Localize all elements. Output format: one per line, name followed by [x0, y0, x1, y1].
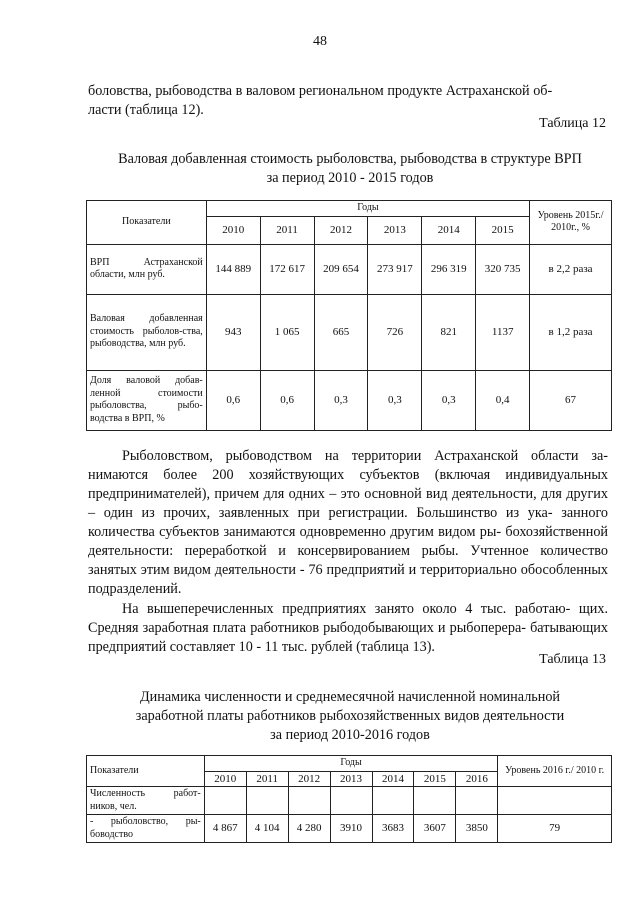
table12-year: 2014 — [422, 216, 476, 244]
table12-row-label: Валовая добавленная стоимость рыболов-ства, рыбоводства, млн руб. — [87, 294, 207, 370]
body-line: нимаются более 200 хозяйствующих субъектов (включая индивидуальных — [88, 467, 608, 483]
table12-level-cell: 67 — [530, 370, 612, 430]
table12-row-label: Доля валовой добав-ленной стоимости рыболовства, рыбо-водства в ВРП, % — [87, 370, 207, 430]
intro-line: ласти (таблица 12). — [88, 102, 204, 118]
table13-cell: 3683 — [372, 815, 414, 843]
table13-year: 2011 — [246, 771, 288, 787]
table12-year: 2015 — [476, 216, 530, 244]
table13-header-indicator: Показатели — [87, 756, 205, 787]
table13-row-label: Численность работ-ников, чел. — [87, 787, 205, 815]
table12-cell: 0,3 — [314, 370, 368, 430]
table13-cell: 3850 — [456, 815, 498, 843]
table12-header-level: Уровень 2015г./ 2010г., % — [530, 201, 612, 245]
table-row — [87, 244, 612, 294]
body-line: Рыболовством, рыбоводством на территории Астраханской области за- — [122, 448, 608, 464]
table13-cell: 3910 — [330, 815, 372, 843]
table12-year: 2012 — [314, 216, 368, 244]
table-row — [87, 787, 612, 815]
table12-level-cell: в 1,2 раза — [530, 294, 612, 370]
table12-year: 2011 — [260, 216, 314, 244]
table12-cell: 821 — [422, 294, 476, 370]
table12-row-label: ВРП Астраханской области, млн руб. — [87, 244, 207, 294]
table13-cell: 4 867 — [204, 815, 246, 843]
body-line: предпринимателей), причем для одних – это основной вид деятельности, для — [88, 486, 562, 502]
intro-line: боловства, рыбоводства в валовом региональном продукте Астраханской об- — [88, 83, 553, 99]
body-line: На вышеперечисленных предприятиях занято около 4 тыс. работаю- — [122, 601, 571, 617]
table12 — [86, 200, 612, 431]
table13-cell: 4 280 — [288, 815, 330, 843]
table12-title-line: Валовая добавленная стоимость рыболовства, рыбоводства в структуре ВРП — [118, 151, 582, 167]
table13-header-level: Уровень 2016 г./ 2010 г. — [498, 756, 612, 787]
table13-cell — [330, 787, 372, 815]
table13-cell — [204, 787, 246, 815]
table12-cell: 726 — [368, 294, 422, 370]
table12-cell: 144 889 — [206, 244, 260, 294]
table12-level-cell: в 2,2 раза — [530, 244, 612, 294]
body-line: Учтенное количество занятых этим видом деятельности - 76 предприятий и — [88, 543, 608, 578]
table12-year: 2010 — [206, 216, 260, 244]
body-paragraph — [88, 447, 608, 599]
table-row — [87, 294, 612, 370]
table13-cell — [246, 787, 288, 815]
table12-cell: 0,4 — [476, 370, 530, 430]
table13 — [86, 755, 612, 843]
table-row — [87, 815, 612, 843]
body-line: занного количества субъектов занимаются одновременно другим видом ры- — [88, 505, 609, 540]
table12-cell: 172 617 — [260, 244, 314, 294]
table12-cell: 0,6 — [260, 370, 314, 430]
body-line: других – один из прочих, заявленных при регистрации. Большинство из ука- — [88, 486, 608, 521]
table12-cell: 209 654 — [314, 244, 368, 294]
table12-cell: 0,3 — [368, 370, 422, 430]
table13-year: 2016 — [456, 771, 498, 787]
table13-title-line: за период 2010-2016 годов — [270, 727, 430, 743]
table13-year: 2014 — [372, 771, 414, 787]
table12-cell: 943 — [206, 294, 260, 370]
table12-header-indicator: Показатели — [87, 201, 207, 245]
table-row — [87, 370, 612, 430]
body-line: территориально обособленных подразделений. — [88, 562, 609, 597]
table13-cell: 4 104 — [246, 815, 288, 843]
table12-cell: 665 — [314, 294, 368, 370]
body-line: бохозяйственной деятельности: переработкой и консервированием рыбы. — [88, 524, 609, 559]
table13-level-cell: 79 — [498, 815, 612, 843]
table13-row-label: - рыболовство, ры-боводство — [87, 815, 205, 843]
table13-cell — [372, 787, 414, 815]
table13-label: Таблица 13 — [539, 652, 606, 667]
table13-title — [80, 688, 620, 745]
body-paragraph-2 — [88, 600, 608, 657]
table12-cell: 1 065 — [260, 294, 314, 370]
intro-paragraph — [88, 82, 608, 120]
table12-title — [80, 150, 620, 188]
table13-year: 2013 — [330, 771, 372, 787]
table13-cell — [414, 787, 456, 815]
page-number: 48 — [313, 34, 327, 49]
table13-cell — [456, 787, 498, 815]
table13-header-years: Годы — [204, 756, 498, 772]
table12-header-years: Годы — [206, 201, 529, 217]
table12-cell: 273 917 — [368, 244, 422, 294]
table12-cell: 0,3 — [422, 370, 476, 430]
table13-title-line: Динамика численности и среднемесячной начисленной номинальной — [139, 689, 561, 705]
table13-year: 2012 — [288, 771, 330, 787]
table12-cell: 296 319 — [422, 244, 476, 294]
table13-level-cell — [498, 787, 612, 815]
table12-cell: 0,6 — [206, 370, 260, 430]
body-line: щих. Средняя заработная плата работников рыбодобывающих и рыбоперера- — [88, 601, 608, 636]
body-line: батывающих предприятий составляет 10 - 11 тыс. рублей (таблица 13). — [88, 620, 608, 655]
table13-title-line: заработной платы работников рыбохозяйственных видов деятельности — [135, 708, 565, 724]
table13-cell — [288, 787, 330, 815]
table13-year: 2010 — [204, 771, 246, 787]
table12-cell: 320 735 — [476, 244, 530, 294]
table12-title-line: за период 2010 - 2015 годов — [266, 170, 434, 186]
table12-year: 2013 — [368, 216, 422, 244]
table13-cell: 3607 — [414, 815, 456, 843]
table12-label: Таблица 12 — [539, 116, 606, 131]
table13-year: 2015 — [414, 771, 456, 787]
table12-cell: 1137 — [476, 294, 530, 370]
